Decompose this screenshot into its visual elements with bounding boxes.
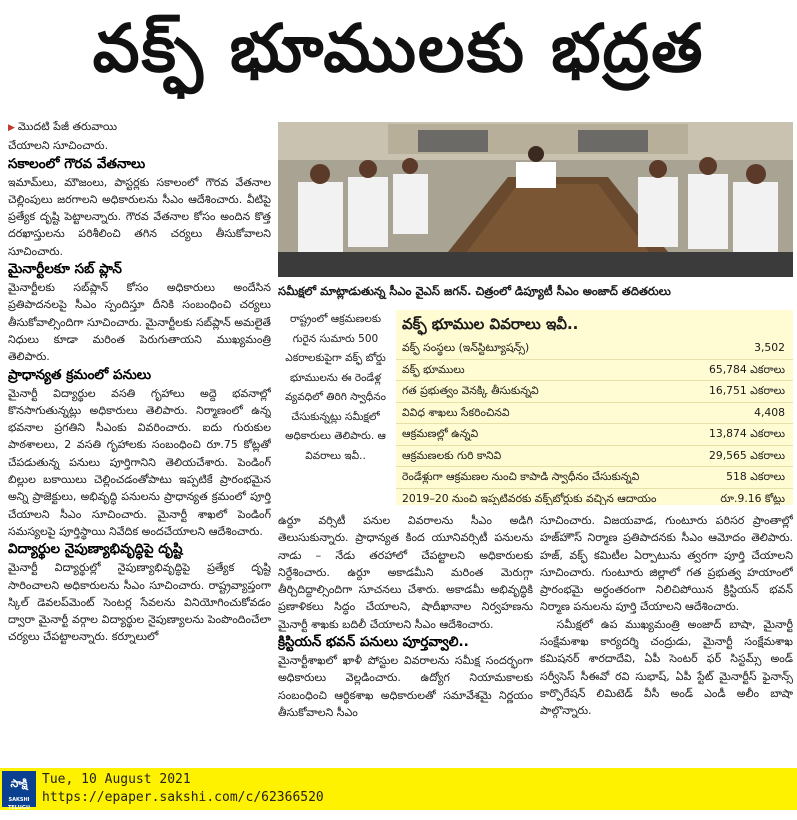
table-row <box>396 338 793 360</box>
column-text: మైనార్టీశాఖలో ఖాళీ పోస్టుల వివరాలను సమీక్ష సందర్భంగా అధికారులు వెల్లడించారు. ఉద్యోగ నియామకాలకు సంబంధించి ఆర్థికశాఖ అధికారులతో సమావేశమై నిర్ణయం తీసుకోవాలని సీఎం <box>278 654 533 719</box>
row-label: రెండేళ్లుగా ఆక్రమణల నుంచి కాపాడి స్వాధీనం చేసుకున్నవి <box>402 470 640 483</box>
row-label: ఆక్రమణల్లో ఉన్నవి <box>402 427 479 440</box>
column-text: సూచించారు. విజయవాడ, గుంటూరు పరిసర ప్రాంతాల్లో హజ్‌హౌస్ నిర్మాణ ప్రతిపాదనకు సీఎం ఆమోదం తెలిపారు. హజ్, వక్ఫ్ కమిటీల ఏర్పాటును త్వరగా పూర్తి చేయాలని సూచించారు. గుంటూరు జిల్లాలో గత ప్రభుత్వ హయాంలో ప్రారంభమై అర్ధంతరంగా నిలిచిపోయిన క్రిస్టియన్ భవన్ నిర్మాణ పనులను పూర్తి చేయాలని ఆదేశించారు. <box>540 514 793 614</box>
section-text: మైనార్టీలకు సబ్‌ప్లాన్ కోసం అధికారులు అందేసిన ప్రతిపాదనలపై సీఎం స్పందిస్తూ దీనికి సంబంధించి చర్యలు తీసుకోవాల్సిందిగా సూచించారు. మైనార్టీలకు సబ్‌ప్లాన్ అమలైతే నిధులు కూడా మరింత పెరుగుతాయని ముఖ్యమంత్రి తెలిపారు. <box>8 281 271 364</box>
column-3 <box>278 512 533 766</box>
epaper-link[interactable]: https://epaper.sakshi.com/c/62366520 <box>42 790 324 805</box>
triangle-icon: ▶ <box>8 123 15 133</box>
row-label: గత ప్రభుత్వం వెనక్కి తీసుకున్నవి <box>402 384 539 397</box>
column-1 <box>8 118 271 766</box>
column-4 <box>540 512 793 766</box>
row-value: 16,751 ఎకరాలు <box>708 384 785 397</box>
row-label: వివిధ శాఖలు సేకరించినవి <box>402 405 510 419</box>
section-text: మైనార్టీ విద్యార్థుల వసతి గృహాలు అద్దె భవనాల్లో కొనసాగుతున్నట్లు అధికారులు తెలిపారు. నిర్మాణంలో ఉన్న భవనాల ప్రగతిని సీఎంకు వివరించారు. ఐదు గురుకుల పాఠశాలలు, 2 వసతి గృహాలకు సంబంధించి రూ.75 కోట్లతో చేపడుతున్న పనులు పూర్తిగానిని తెలియచేశారు. పెండింగ్ బిల్లుల బకాయిలు చెల్లించడంతోపాటు ఇప్పటికే ప్రారంభమైన అన్ని ప్రాజెక్టులు, అభివృద్ధి పనులను ప్రాధాన్యత క్రమంలో పూర్తి చేయాలని సీఎం సూచించారు. మైనార్టీ శాఖలో పెండింగ్ సమస్యలపై పూర్తిస్థాయి నివేదిక అందచేయాలని ఆదేశించారు. <box>8 386 271 538</box>
meeting-photo-illustration <box>278 122 793 277</box>
section-title: సకాలంలో గౌరవ వేతనాలు <box>8 155 146 172</box>
table-row <box>396 360 793 382</box>
photo-caption: సమీక్షలో మాట్లాడుతున్న సీఎం వైఎస్ జగన్. చిత్రంలో డిప్యూటీ సీఎం అంజాద్ తదితరులు <box>278 284 671 298</box>
section-title: ప్రాధాన్యత క్రమంలో పనులు <box>8 366 152 383</box>
row-value: 4,408 <box>754 405 785 419</box>
table-row <box>396 381 793 403</box>
row-value: 3,502 <box>754 341 785 354</box>
table-row <box>396 467 793 489</box>
section-title: క్రిస్టియన్ భవన్ పనులు పూర్తవ్వాలి.. <box>278 634 469 651</box>
intro-box: రాష్ట్రంలో ఆక్రమణలకు గురైన సుమారు 500 ఎకరాలకుపైగా వక్ఫ్ బోర్డు భూములను ఈ రెండేళ్ల వ్యవధిలో తిరిగి స్వాధీనం చేసుకున్నట్లు సమీక్షలో అధికారులు తెలిపారు. ఆ వివరాలు ఇవీ.. <box>278 310 393 505</box>
section-title: విద్యార్థుల నైపుణ్యాభివృద్ధిపై దృష్టి <box>8 541 183 558</box>
column-text: సమీక్షలో ఉప ముఖ్యమంత్రి అంజాద్ బాషా, మైనార్టీ సంక్షేమశాఖ కార్యదర్శి చంద్రుడు, మైనార్టీ సంక్షేమశాఖ కమిషనర్ శారదాదేవి, ఏపీ సెంటర్ ఫర్ సిస్టమ్స్ అండ్ సర్వీసెస్ సీఈవో రవి సుభాష్, ఏపీ స్టేట్ మైనార్టీస్ ఫైనాన్స్ కార్పొరేషన్ లిమిటెడ్ వీసీ అండ్ ఎండీ అలీం బాషా పాల్గొన్నారు. <box>540 617 793 718</box>
meeting-photo <box>278 122 793 277</box>
continued-label: మొదటి పేజీ తరువాయి <box>17 120 118 133</box>
row-value: 65,784 ఎకరాలు <box>708 362 785 376</box>
section-text: ఇమామ్‌లు, మౌజంలు, పాస్టర్లకు సకాలంలో గౌరవ వేతనాల చెల్లింపులు జరగాలని అధికారులను సీఎం ఆదేశించారు. వీటిపై ప్రత్యేక దృష్టి పెట్టాలన్నారు. గౌరవ వేతనాల కోసం అందిన కొత్త దరఖాస్తులను పరిశీలించి తగిన చర్యలు తీసుకోవాలని సూచించారు. <box>8 175 271 258</box>
table-title: వక్ఫ్ భూముల వివరాలు ఇవీ.. <box>402 315 579 333</box>
edition-date: Tue, 10 August 2021 <box>42 772 191 787</box>
logo-subtext: SAKSHI TELUGU DAILY <box>7 797 31 819</box>
row-value: 29,565 ఎకరాలు <box>708 448 785 462</box>
row-value: 518 ఎకరాలు <box>726 470 785 483</box>
headline: వక్ఫ్ భూములకు భద్రత <box>92 9 705 87</box>
row-label: ఆక్రమణలకు గురి కానివి <box>402 448 502 462</box>
section-title: మైనార్టీలకూ సబ్ ప్లాన్ <box>8 261 122 278</box>
table-row <box>396 424 793 446</box>
table-row <box>396 403 793 425</box>
table-row <box>396 446 793 468</box>
footer-bar <box>0 768 797 819</box>
continued-marker <box>8 118 271 137</box>
row-label: వక్ఫ్ సంస్థలు (ఇన్‌స్టిట్యూషన్స్) <box>402 341 530 354</box>
table-row <box>396 489 793 506</box>
section-text: మైనార్టీ విద్యార్థుల్లో నైపుణ్యాభివృద్ధిపై ప్రత్యేక దృష్టి సారించాలని అధికారులను సీఎం సూచించారు. రాష్ట్రవ్యాప్తంగా స్కిల్ డెవలప్‌మెంట్ సెంటర్ల సేవలను వినియోగించుకోవడం ద్వారా మైనార్టీ వర్గాల విద్యార్థుల నైపుణ్యాలను పెంపొందించేలా చర్యలు చేపట్టాలన్నారు. కర్నూలులో <box>8 561 271 644</box>
row-label: 2019–20 నుంచి ఇప్పటివరకు వక్ఫ్‌బోర్డుకు వచ్చిన ఆదాయం <box>402 491 657 505</box>
row-value: రూ.9.16 కోట్లు <box>720 491 785 505</box>
sakshi-logo <box>2 771 36 819</box>
column-text: ఉర్దూ వర్సిటీ పనుల వివరాలను సీఎం అడిగి తెలుసుకున్నారు. ప్రాధాన్యత కింద యూనివర్సిటీ పనులను నాడు – నేడు తరహాలో చేపట్టాలని అధికారులకు నిర్దేశించారు. ఉర్దూ అకాడమీని మరింత మెరుగ్గా తీర్చిదిద్దాల్సిందిగా సూచనలు చేశారు. అకాడమీ అభివృద్ధికి ప్రణాళికలు సిద్ధం చేయాలని, షాదీఖానాల నిర్వహణను మైనార్టీ శాఖకు బదిలీ చేయాలని సీఎం ఆదేశించారు. <box>278 514 533 631</box>
first-line: చేయాలని సూచించారు. <box>8 139 109 153</box>
waqf-details-table <box>396 310 793 505</box>
logo-text: సాక్షి <box>10 777 28 790</box>
row-value: 13,874 ఎకరాలు <box>708 427 785 440</box>
row-label: వక్ఫ్ భూములు <box>402 362 465 376</box>
